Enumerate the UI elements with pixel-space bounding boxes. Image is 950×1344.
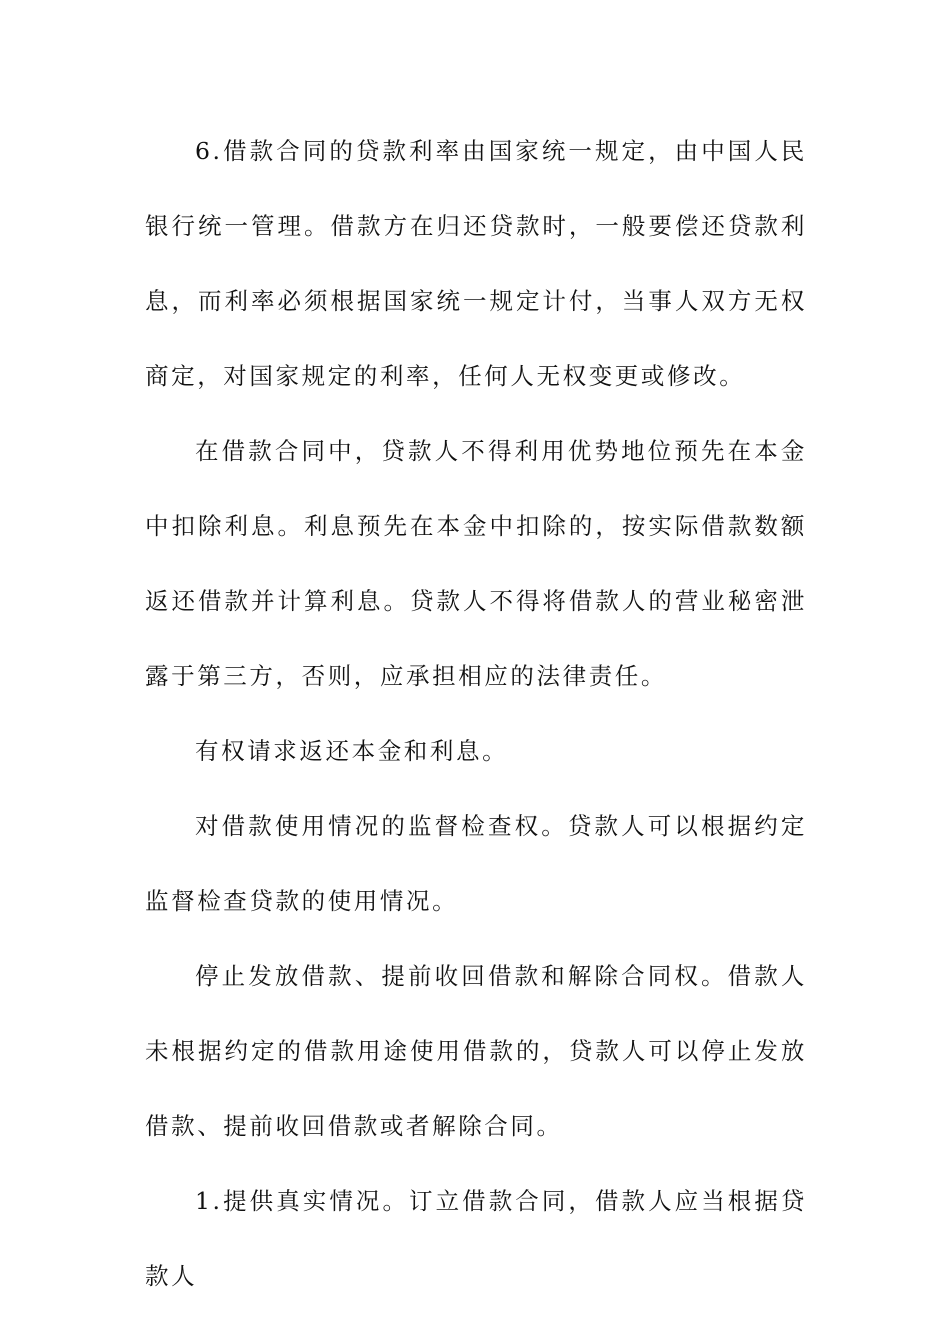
document-body xyxy=(145,114,807,1314)
paragraph-supervision-right: 对借款使用情况的监督检查权。贷款人可以根据约定监督检查贷款的使用情况。 xyxy=(145,812,807,915)
paragraph-truthful-information: 1.提供真实情况。订立借款合同，借款人应当根据贷款人 xyxy=(145,1187,807,1290)
paragraph-interest-deduction: 在借款合同中，贷款人不得利用优势地位预先在本金中扣除利息。利息预先在本金中扣除的，按实际借款数额返还借款并计算利息。贷款人不得将借款人的营业秘密泄露于第三方，否则，应承担相应的法律责任。 xyxy=(145,437,807,690)
paragraph-interest-rate: 6.借款合同的贷款利率由国家统一规定，由中国人民银行统一管理。借款方在归还贷款时，一般要偿还贷款利息，而利率必须根据国家统一规定计付，当事人双方无权商定，对国家规定的利率，任何人无权变更或修改。 xyxy=(145,137,807,390)
paragraph-right-to-repayment: 有权请求返还本金和利息。 xyxy=(195,737,509,765)
paragraph-termination-right: 停止发放借款、提前收回借款和解除合同权。借款人未根据约定的借款用途使用借款的，贷款人可以停止发放借款、提前收回借款或者解除合同。 xyxy=(145,962,807,1140)
